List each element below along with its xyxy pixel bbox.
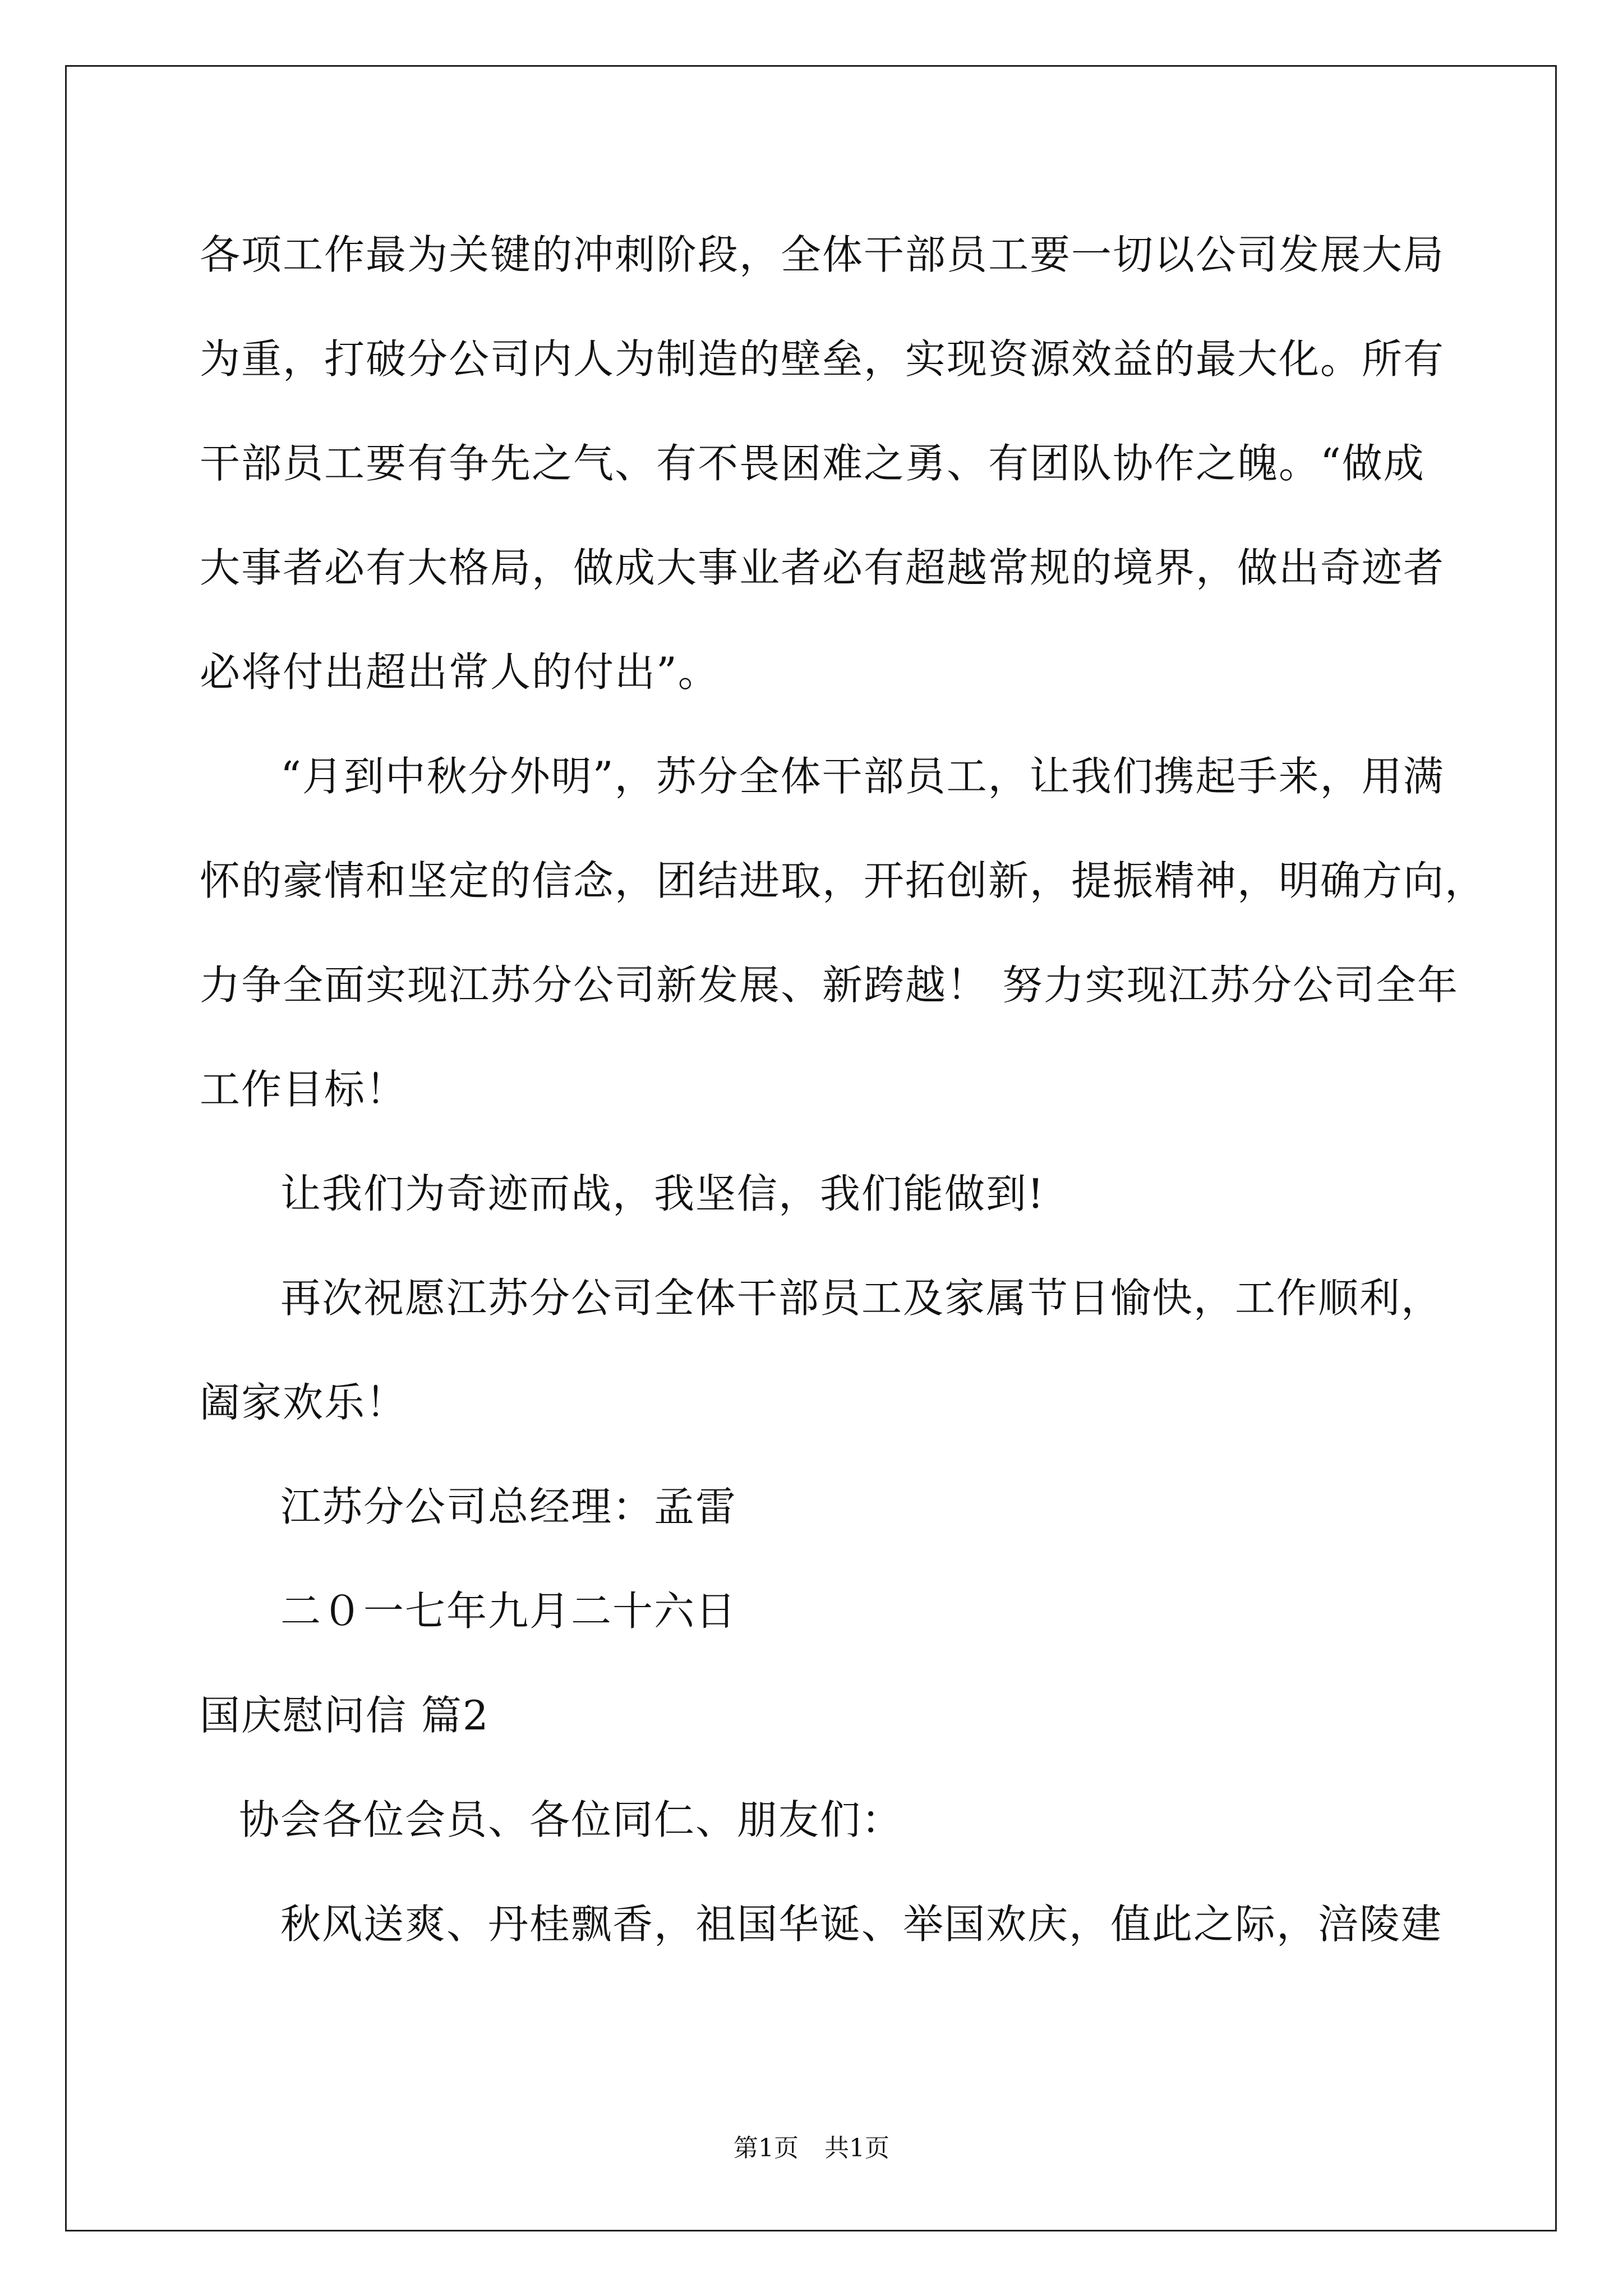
page-number: 第1页 [734,2134,799,2162]
body-line-2: 为重，打破分公司内人为制造的壁垒，实现资源效益的最大化。所有 [200,335,1445,383]
date-line: 二０一七年九月二十六日 [280,1588,737,1635]
page-footer [0,2136,1623,2161]
salutation-line: 协会各位会员、各位同仁、朋友们： [239,1796,903,1843]
body-line-3: 干部员工要有争先之气、有不畏困难之勇、有团队协作之魄。“做成 [200,440,1425,487]
page-total: 共1页 [824,2134,889,2162]
body-line-13: 秋风送爽、丹桂飘香，祖国华诞、举国欢庆，值此之际，涪陵建 [280,1901,1443,1948]
body-line-9: 工作目标！ [200,1066,408,1113]
body-line-5: 必将付出超出常人的付出”。 [200,648,720,696]
body-line-4: 大事者必有大格局，做成大事业者必有超越常规的境界，做出奇迹者 [200,544,1445,591]
body-line-6: “月到中秋分外明”，苏分全体干部员工，让我们携起手来，用满 [280,753,1445,800]
section-heading: 国庆慰问信 篇2 [200,1692,490,1739]
body-line-12: 阖家欢乐！ [200,1379,408,1426]
body-line-10: 让我们为奇迹而战，我坚信，我们能做到! [280,1170,1045,1217]
body-line-7: 怀的豪情和坚定的信念，团结进取，开拓创新，提振精神，明确方向， [200,857,1487,904]
body-line-11: 再次祝愿江苏分公司全体干部员工及家属节日愉快，工作顺利， [280,1274,1443,1322]
signature-line: 江苏分公司总经理：孟雷 [280,1483,737,1530]
body-line-8: 力争全面实现江苏分公司新发展、新跨越！ 努力实现江苏分公司全年 [200,961,1459,1009]
body-line-1: 各项工作最为关键的冲刺阶段，全体干部员工要一切以公司发展大局 [200,231,1445,278]
